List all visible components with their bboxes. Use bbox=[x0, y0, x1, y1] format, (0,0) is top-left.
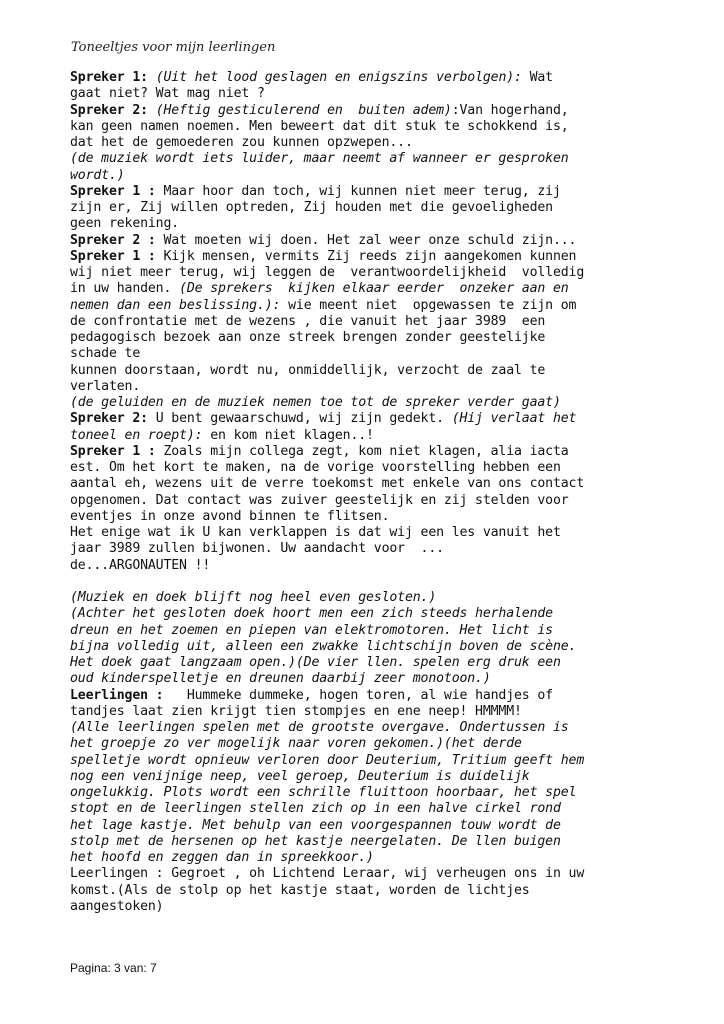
dialogue-text: Kijk mensen, vermits Zij reeds zijn aangekomen kunnen bbox=[155, 248, 577, 264]
dialogue-text: dat het de gemoederen zou kunnen opzwepen... bbox=[70, 135, 413, 150]
text-line bbox=[70, 346, 710, 362]
text-line bbox=[70, 493, 710, 509]
dialogue-text bbox=[148, 103, 156, 118]
text-line bbox=[70, 866, 710, 882]
stage-direction: (Heftig gesticulerend en buiten adem) bbox=[155, 102, 452, 118]
stage-direction: nemen dan een beslissing.): bbox=[70, 297, 281, 313]
dialogue-text: wie meent niet opgewassen te zijn om bbox=[280, 297, 577, 313]
text-line bbox=[70, 151, 710, 167]
stage-direction: het lage kastje. Met behulp van een voorgespannen touw wordt de bbox=[70, 817, 561, 833]
text-line bbox=[70, 606, 710, 622]
stage-direction: oud kinderspelletje en dreunen daarbij zeer monotoon.) bbox=[70, 671, 491, 687]
dialogue-text: Hummeke dummeke, hogen toren, al wie handjes of bbox=[163, 687, 553, 703]
speaker-label: Spreker 1: bbox=[70, 70, 148, 85]
text-line bbox=[70, 525, 710, 541]
dialogue-text: Wat moeten wij doen. Het zal weer onze schuld zijn... bbox=[155, 232, 577, 248]
text-line bbox=[70, 395, 710, 411]
text-line bbox=[70, 86, 710, 102]
stage-direction: spelletje wordt opnieuw verloren door Deuterium, Tritium geeft hem bbox=[70, 752, 585, 768]
dialogue-text: kunnen doorstaan, wordt nu, onmiddellijk, verzocht de zaal te bbox=[70, 362, 546, 378]
stage-direction: (De sprekers kijken elkaar eerder onzeker aan en bbox=[179, 281, 569, 297]
dialogue-text: Leerlingen : Gegroet , oh Lichtend Leraar, wij verheugen ons in uw bbox=[70, 866, 585, 882]
stage-direction: (de geluiden en de muziek nemen toe tot de spreker verder gaat) bbox=[70, 395, 561, 410]
dialogue-text: geen rekening. bbox=[70, 216, 180, 232]
text-line bbox=[70, 281, 710, 297]
text-line bbox=[70, 883, 710, 899]
text-line bbox=[70, 119, 710, 135]
text-line bbox=[70, 655, 710, 671]
text-line bbox=[70, 103, 710, 119]
dialogue-text: schade te bbox=[70, 346, 141, 362]
dialogue-text: eventjes in onze avond binnen te flitsen. bbox=[70, 508, 390, 524]
text-line bbox=[70, 769, 710, 785]
speaker-label: Spreker 1 : bbox=[70, 443, 156, 459]
text-line bbox=[70, 850, 710, 866]
dialogue-text: de confrontatie met de wezens , die vanuit het jaar 3989 een bbox=[70, 313, 546, 329]
stage-direction: wordt.) bbox=[70, 167, 125, 183]
dialogue-text: en kom niet klagen..! bbox=[202, 427, 374, 443]
dialogue-text: opgenomen. Dat contact was zuiver geestelijk en zij stelden voor bbox=[70, 492, 569, 508]
text-line bbox=[70, 590, 710, 606]
speaker-label: Leerlingen : bbox=[70, 687, 164, 703]
text-line bbox=[70, 834, 710, 850]
stage-direction: dreun en het zoemen en piepen van elektromotoren. Het licht is bbox=[70, 622, 553, 638]
stage-direction: bijna volledig uit, alleen een zwakke lichtschijn boven de scène. bbox=[70, 638, 577, 654]
dialogue-text: tandjes laat zien krijgt tien stompjes en ene neep! HMMMM! bbox=[70, 703, 522, 719]
text-line bbox=[70, 541, 710, 557]
page-footer: Pagina: 3 van: 7 bbox=[70, 961, 157, 975]
dialogue-text: pedagogisch bezoek aan onze streek brengen zonder geestelijke bbox=[70, 330, 546, 345]
speaker-label: Spreker 1 : bbox=[70, 183, 156, 199]
text-line bbox=[70, 785, 710, 801]
stage-direction: (Hij verlaat het bbox=[451, 411, 577, 427]
stage-direction: ongelukkig. Plots wordt een schrille fluittoon hoorbaar, het spel bbox=[70, 785, 577, 800]
page-header: Toneeltjes voor mijn leerlingen bbox=[71, 40, 276, 55]
dialogue-text: Zoals mijn collega zegt, kom niet klagen, alia iacta bbox=[155, 443, 569, 459]
text-line bbox=[70, 216, 710, 232]
stage-direction: toneel en roept): bbox=[70, 427, 203, 443]
text-line bbox=[70, 801, 710, 817]
text-line bbox=[70, 736, 710, 752]
text-line bbox=[70, 688, 710, 704]
stage-direction: (Achter het gesloten doek hoort men een zich steeds herhalende bbox=[70, 606, 553, 622]
dialogue-text: aangestoken) bbox=[70, 898, 164, 914]
text-line bbox=[70, 330, 710, 346]
text-line bbox=[70, 249, 710, 265]
dialogue-text: wij niet meer terug, wij leggen de verantwoordelijkheid volledig bbox=[70, 265, 585, 280]
text-line bbox=[70, 233, 710, 249]
dialogue-text: verlaten. bbox=[70, 378, 141, 394]
speaker-label: Spreker 1 : bbox=[70, 248, 156, 264]
speaker-label: Spreker 2 : bbox=[70, 232, 156, 248]
text-line bbox=[70, 298, 710, 314]
speaker-label: Spreker 2: bbox=[70, 102, 148, 118]
stage-direction: (Uit het lood geslagen en enigszins verbolgen): bbox=[155, 70, 522, 85]
stage-direction: stolp met de hersenen op het kastje neergelaten. De llen buigen bbox=[70, 833, 561, 849]
dialogue-text: de...ARGONAUTEN !! bbox=[70, 557, 211, 573]
text-line bbox=[70, 753, 710, 769]
text-line bbox=[70, 428, 710, 444]
text-line bbox=[70, 70, 710, 86]
dialogue-text: komst.(Als de stolp op het kastje staat, worden de lichtjes bbox=[70, 882, 530, 898]
dialogue-text: jaar 3989 zullen bijwonen. Uw aandacht voor ... bbox=[70, 541, 444, 557]
dialogue-text: :Van hogerhand, bbox=[451, 102, 569, 118]
text-line bbox=[70, 265, 710, 281]
dialogue-text: in uw handen. bbox=[70, 281, 180, 297]
stage-direction: (Alle leerlingen spelen met de grootste overgave. Ondertussen is bbox=[70, 720, 569, 735]
text-line bbox=[70, 411, 710, 427]
text-line bbox=[70, 135, 710, 151]
text-line bbox=[70, 818, 710, 834]
dialogue-text: kan geen namen noemen. Men beweert dat dit stuk te schokkend is, bbox=[70, 118, 569, 134]
dialogue-text: aantal eh, wezens uit de verre toekomst met enkele van ons contact bbox=[70, 476, 585, 492]
text-line bbox=[70, 558, 710, 574]
stage-direction: nog een venijnige neep, veel geroep, Deuterium is duidelijk bbox=[70, 768, 530, 784]
dialogue-text bbox=[148, 70, 156, 85]
text-line bbox=[70, 509, 710, 525]
text-line bbox=[70, 704, 710, 720]
speaker-label: Spreker 2: bbox=[70, 411, 148, 427]
text-line bbox=[70, 168, 710, 184]
dialogue-text: Maar hoor dan toch, wij kunnen niet meer terug, zij bbox=[155, 183, 561, 199]
text-line bbox=[70, 184, 710, 200]
stage-direction: stopt en de leerlingen stellen zich op in een halve cirkel rond bbox=[70, 801, 561, 817]
text-line bbox=[70, 444, 710, 460]
text-line bbox=[70, 314, 710, 330]
document-body bbox=[70, 70, 710, 915]
dialogue-text: Het enige wat ik U kan verklappen is dat wij een les vanuit het bbox=[70, 525, 561, 540]
dialogue-text: est. Om het kort te maken, na de vorige voorstelling hebben een bbox=[70, 460, 561, 475]
text-line bbox=[70, 379, 710, 395]
text-line bbox=[70, 899, 710, 915]
dialogue-text: U bent gewaarschuwd, wij zijn gedekt. bbox=[147, 411, 452, 427]
text-line bbox=[70, 720, 710, 736]
dialogue-text: gaat niet? Wat mag niet ? bbox=[70, 86, 265, 102]
text-line bbox=[70, 363, 710, 379]
stage-direction: het groepje zo ver mogelijk naar voren gekomen.)(het derde bbox=[70, 736, 522, 752]
stage-direction: (Muziek en doek blijft nog heel even gesloten.) bbox=[70, 590, 437, 605]
blank-line bbox=[70, 574, 710, 590]
text-line bbox=[70, 671, 710, 687]
dialogue-text: Wat bbox=[521, 70, 553, 85]
text-line bbox=[70, 623, 710, 639]
dialogue-text: zijn er, Zij willen optreden, Zij houden met die gevoeligheden bbox=[70, 200, 553, 215]
stage-direction: Het doek gaat langzaam open.)(De vier llen. spelen erg druk een bbox=[70, 655, 561, 670]
text-line bbox=[70, 200, 710, 216]
stage-direction: (de muziek wordt iets luider, maar neemt af wanneer er gesproken bbox=[70, 151, 569, 167]
stage-direction: het hoofd en zeggen dan in spreekkoor.) bbox=[70, 850, 374, 865]
text-line bbox=[70, 639, 710, 655]
text-line bbox=[70, 476, 710, 492]
text-line bbox=[70, 460, 710, 476]
